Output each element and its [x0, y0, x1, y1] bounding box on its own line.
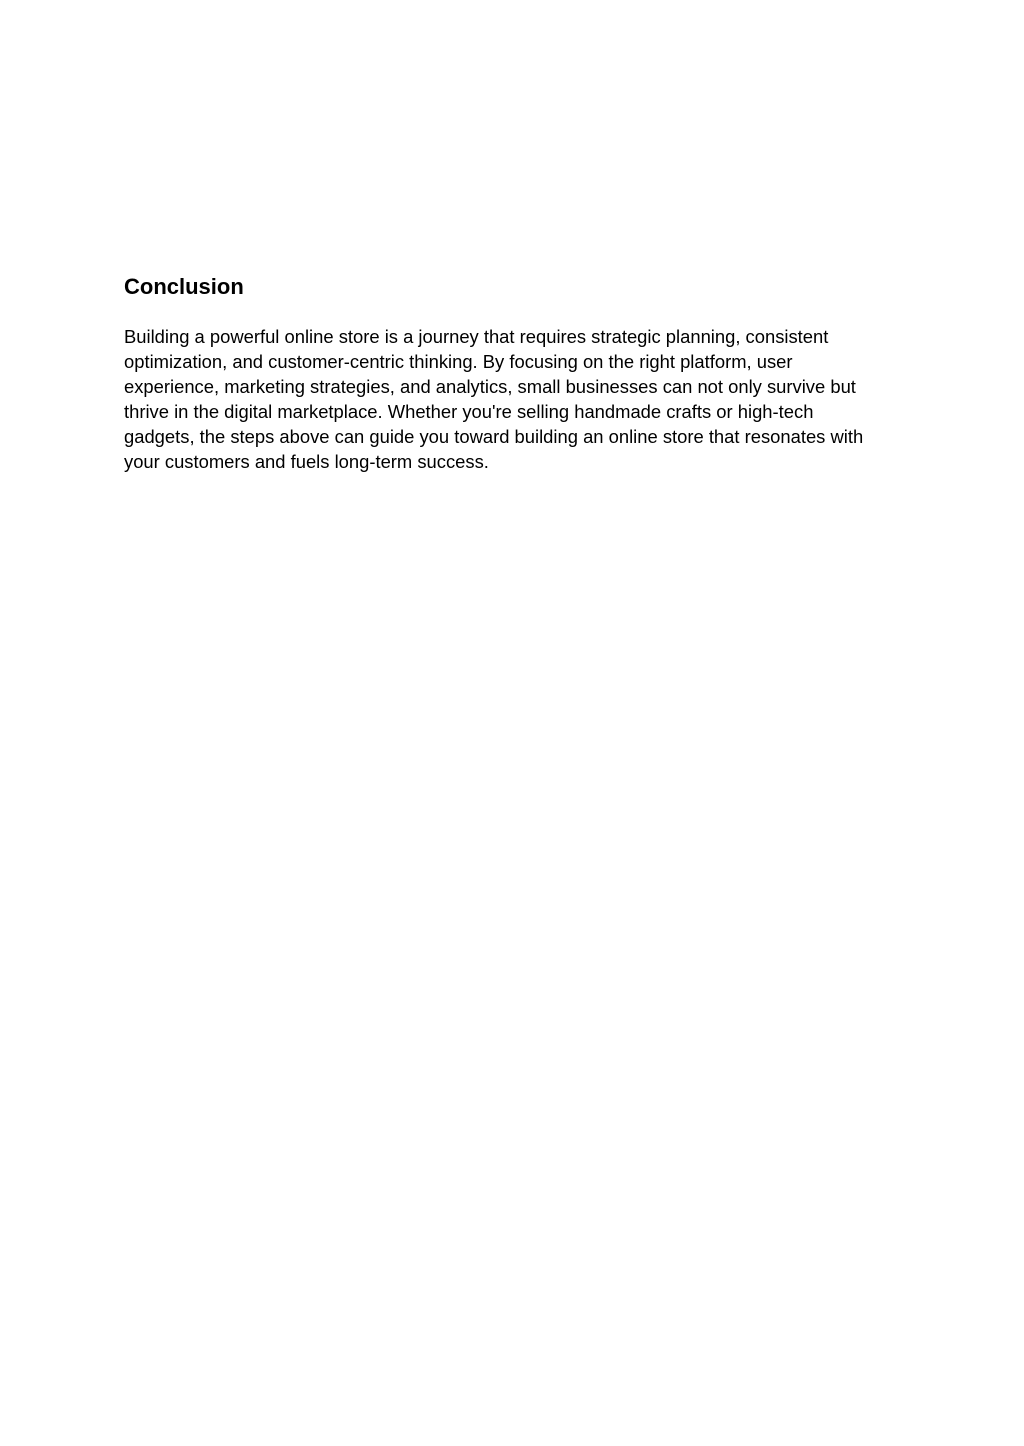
conclusion-paragraph: Building a powerful online store is a journey that requires strategic planning, consistent optimization, and customer-centric thinking. By focusing on the right platform, user experience, marketing strategies, and analytics, small businesses can not only survive but thrive in the digital marketplace. Whether you're selling handmade crafts or high-tech gadgets, the steps above can guide you toward building an online store that resonates with your customers and fuels long-term success.	[124, 326, 864, 473]
section-heading: Conclusion	[124, 274, 244, 299]
conclusion-section	[124, 272, 900, 475]
